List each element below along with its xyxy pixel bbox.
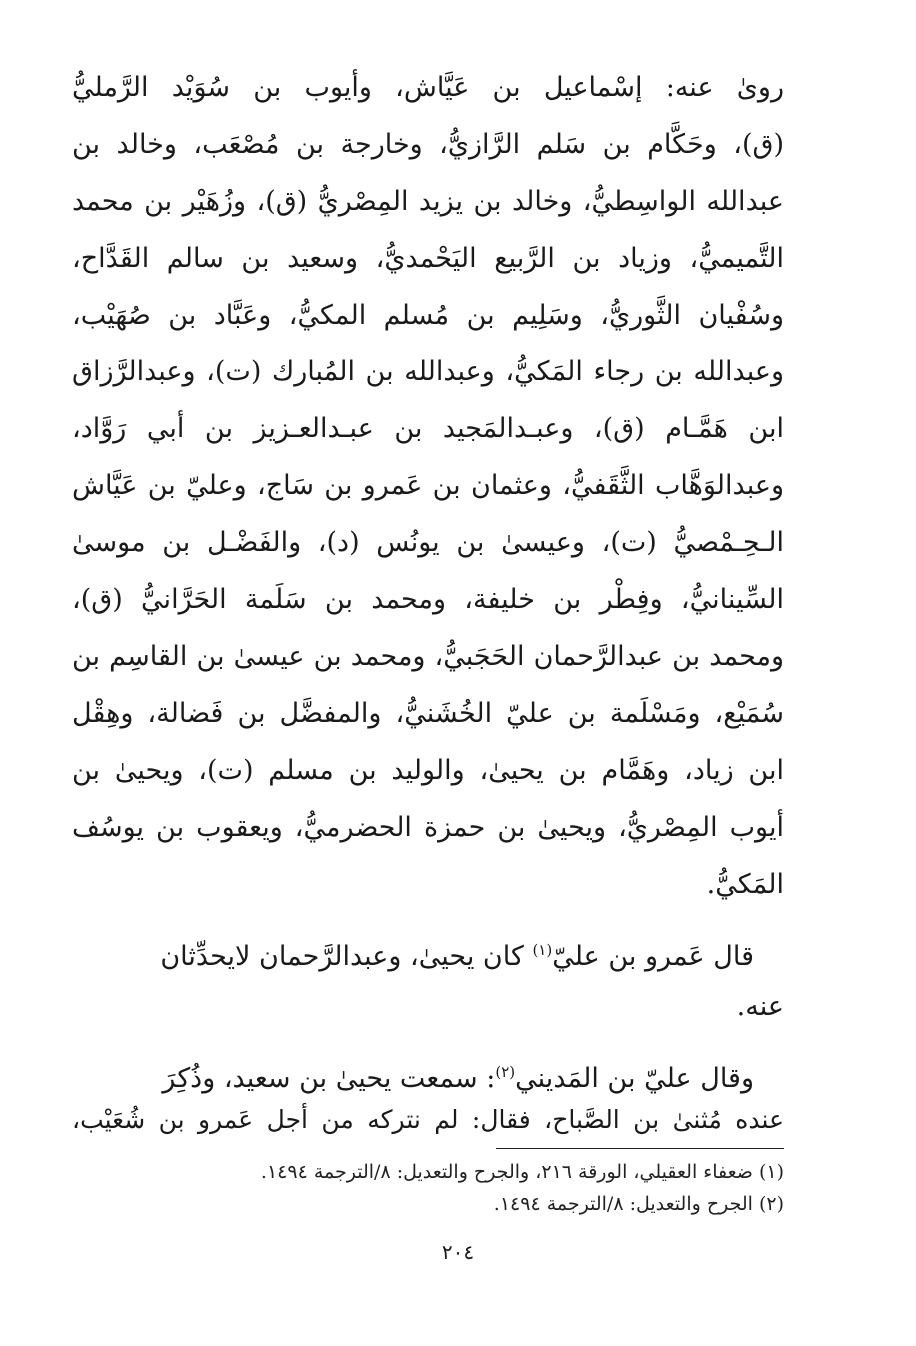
text-line: عنه. [736,991,784,1022]
text-line: ابن زياد، وهَمَّام بن يحيىٰ، والوليد بن مسلم (ت)، ويحيىٰ بن [72,755,784,786]
footnote-marker: (٢) [495,1063,516,1081]
text-line: التَّميميُّ، وزياد بن الرَّبيع اليَحْمديُّ، وسعيد بن سالم القَدَّاح، [72,243,784,274]
text-line: رویٰ عنه: إسْماعيل بن عَيَّاش، وأيوب بن سُوَيْد الرَّمليُّ [72,72,784,103]
text-line: المَكيُّ. [706,869,784,900]
text-segment: كان يحيىٰ، وعبدالرَّحمان لايحدِّثان [160,941,533,972]
paragraph-line [72,1052,784,1099]
paragraph-line [72,930,784,977]
text-segment: قال عَمرو بن عليّ [552,941,754,972]
footnote: (٢) الجرح والتعديل: ٨/الترجمة ١٤٩٤. [493,1193,784,1215]
text-line: سُمَيْع، ومَسْلَمة بن عليّ الخُشَنيُّ، والمفضَّل بن فَضالة، وهِقْل [72,698,784,729]
text-line: (ق)، وحَكَّام بن سَلم الرَّازيُّ، وخارجة بن مُصْعَب، وخالد بن [72,129,784,160]
page-number: ٢٠٤ [441,1240,475,1264]
text-line: وعبدالله بن رجاء المَكيُّ، وعبدالله بن المُبارك (ت)، وعبدالرَّزاق [72,356,784,387]
footnote: (١) ضعفاء العقيلي، الورقة ٢١٦، والجرح والتعديل: ٨/الترجمة ١٤٩٤. [260,1161,784,1183]
text-line: وعبدالوَهَّاب الثَّقَفيُّ، وعثمان بن عَمرو بن سَاج، وعليّ بن عَيَّاش [72,470,784,501]
text-segment: وقال عليّ بن المَديني [515,1063,754,1094]
text-line: الـحِـمْصيُّ (ت)، وعيسىٰ بن يونُس (د)، والفَضْـل بن موسىٰ [72,527,784,558]
text-line: السِّينانيُّ، وفِطْر بن خليفة، ومحمد بن سَلَمة الحَرَّانيُّ (ق)، [72,584,784,615]
footnote-divider [496,1148,784,1149]
text-line: ابن هَمَّـام (ق)، وعبـدالمَجيد بن عبـدالعـزيز بن أبي رَوَّاد، [72,413,784,444]
text-segment: : سمعت يحيىٰ بن سعيد، وذُكِرَ [162,1063,496,1094]
text-line: وسُفْيان الثَّوريُّ، وسَلِيم بن مُسلم المكيُّ، وعَبَّاد بن صُهَيْب، [72,300,784,331]
footnote-marker: (١) [532,941,553,959]
text-line: عبدالله الواسِطيُّ، وخالد بن يزيد المِصْريُّ (ق)، وزُهَيْر بن محمد [72,186,784,217]
text-line: ومحمد بن عبدالرَّحمان الحَجَبيُّ، ومحمد بن عيسىٰ بن القاسِم بن [72,641,784,672]
text-line: أيوب المِصْريُّ، ويحيىٰ بن حمزة الحضرميُّ، ويعقوب بن يوسُف [72,812,784,843]
text-line: عنده مُثنىٰ بن الصَّباح، فقال: لم نتركه من أجل عَمرو بن شُعَيْب، [72,1105,784,1134]
